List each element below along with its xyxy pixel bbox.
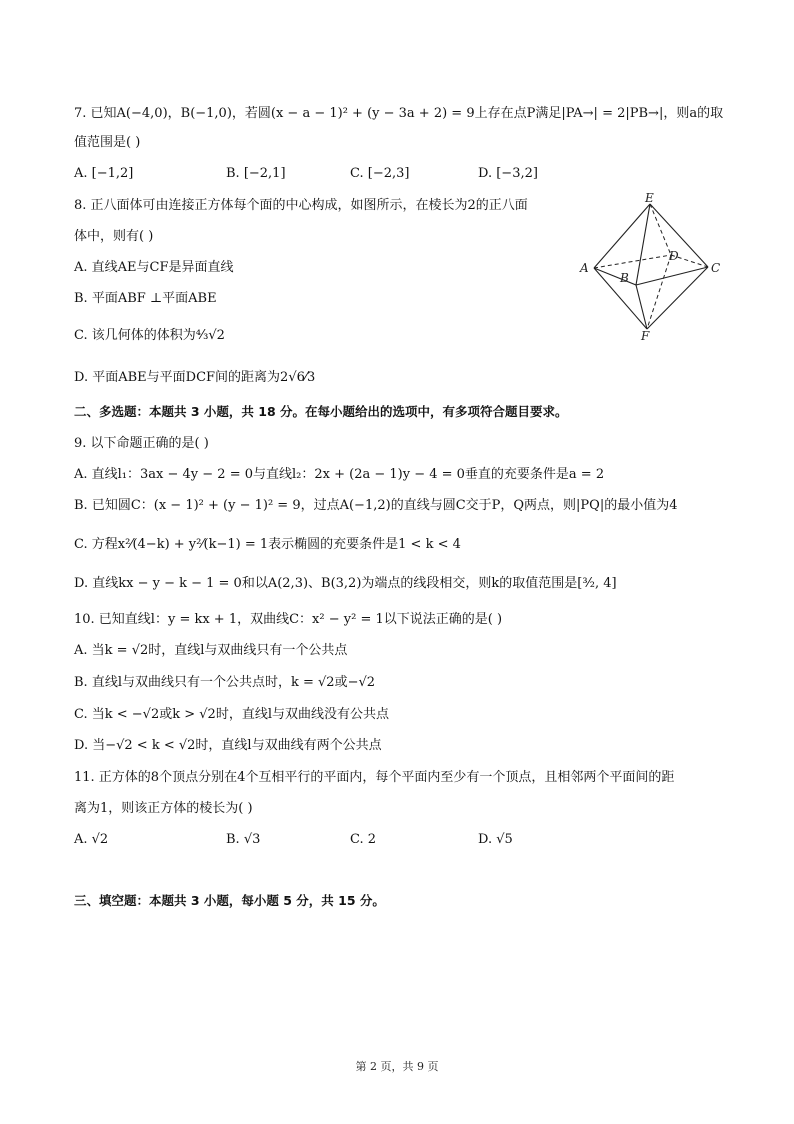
q10-option-c: C. 当k < −√2或k > √2时，直线l与双曲线没有公共点: [74, 707, 389, 722]
section-3-heading: 三、填空题：本题共 3 小题，每小题 5 分，共 15 分。: [74, 893, 385, 908]
q8-option-b: B. 平面ABF ⊥平面ABE: [74, 291, 217, 306]
q9-option-c: C. 方程x²⁄(4−k) + y²⁄(k−1) = 1表示椭圆的充要条件是1 < k < 4: [74, 537, 461, 552]
q10-option-d: D. 当−√2 < k < √2时，直线l与双曲线有两个公共点: [74, 738, 382, 753]
q8-stem-line2: 体中，则有( ): [74, 229, 154, 244]
q9-option-b: B. 已知圆C：(x − 1)² + (y − 1)² = 9，过点A(−1,2)的直线与圆C交于P，Q两点，则|PQ|的最小值为4: [74, 498, 678, 513]
page-footer: 第 2 页，共 9 页: [355, 1060, 439, 1073]
q8-stem-line1: 8. 正八面体可由连接正方体每个面的中心构成，如图所示，在棱长为2的正八面: [74, 198, 528, 213]
section-2-heading: 二、多选题：本题共 3 小题，共 18 分。在每小题给出的选项中，有多项符合题目要求。: [74, 404, 568, 419]
q11-stem-line1: 11. 正方体的8个顶点分别在4个互相平行的平面内，每个平面内至少有一个顶点，且相邻两个平面间的距: [74, 770, 675, 785]
vertex-label-d: D: [669, 249, 679, 263]
q7-option-d: D. [−3,2]: [478, 166, 538, 181]
q10-option-b: B. 直线l与双曲线只有一个公共点时，k = √2或−√2: [74, 675, 376, 690]
q8-option-d: D. 平面ABE与平面DCF间的距离为2√6⁄3: [74, 370, 316, 385]
q7-option-c: C. [−2,3]: [350, 166, 410, 181]
q8-option-c: C. 该几何体的体积为⁴⁄₃√2: [74, 328, 225, 343]
q7-option-a: A. [−1,2]: [74, 166, 134, 181]
q11-option-d: D. √5: [478, 832, 513, 847]
vertex-label-a: A: [580, 261, 589, 275]
q9-stem: 9. 以下命题正确的是( ): [74, 436, 209, 451]
q9-option-a: A. 直线l₁：3ax − 4y − 2 = 0与直线l₂：2x + (2a − 1)y − 4 = 0垂直的充要条件是a = 2: [74, 467, 605, 482]
q11-option-b: B. √3: [226, 832, 261, 847]
vertex-label-c: C: [711, 261, 721, 275]
q7-stem-line1: 7. 已知A(−4,0)，B(−1,0)，若圆(x − a − 1)² + (y − 3a + 2) = 9上存在点P满足|PA→| = 2|PB→|，则a的取: [74, 106, 724, 121]
vertex-label-e: E: [645, 191, 654, 205]
q10-stem: 10. 已知直线l：y = kx + 1，双曲线C：x² − y² = 1以下说法正确的是( ): [74, 612, 503, 627]
vertex-label-f: F: [641, 329, 650, 343]
q9-option-d: D. 直线kx − y − k − 1 = 0和以A(2,3)、B(3,2)为端点的线段相交，则k的取值范围是[³⁄₂, 4]: [74, 576, 617, 591]
q11-stem-line2: 离为1，则该正方体的棱长为( ): [74, 801, 253, 816]
vertex-label-b: B: [620, 271, 629, 285]
q11-option-c: C. 2: [350, 832, 377, 847]
octahedron-figure: [574, 190, 734, 345]
q8-option-a: A. 直线AE与CF是异面直线: [74, 260, 234, 275]
q7-stem-line2: 值范围是( ): [74, 135, 141, 150]
q7-option-b: B. [−2,1]: [226, 166, 286, 181]
q10-option-a: A. 当k = √2时，直线l与双曲线只有一个公共点: [74, 643, 348, 658]
q11-option-a: A. √2: [74, 832, 109, 847]
